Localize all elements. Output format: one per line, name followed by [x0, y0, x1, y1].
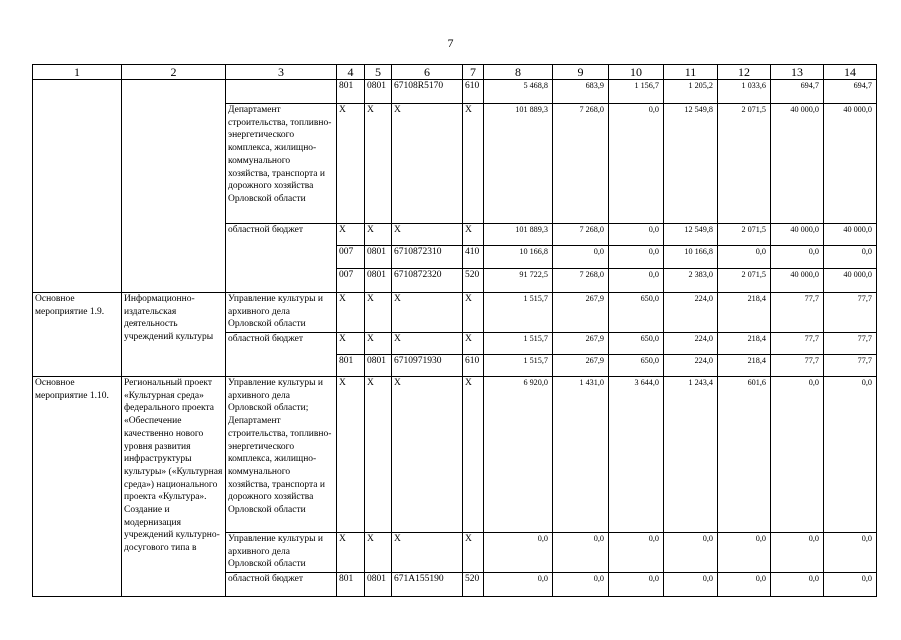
table-cell: X — [392, 104, 463, 224]
table-cell: X — [463, 293, 484, 333]
table-cell: 10 166,8 — [664, 246, 718, 269]
table-cell: X — [463, 377, 484, 533]
table-row — [33, 80, 877, 104]
header-cell: 13 — [771, 65, 824, 80]
table-cell: 694,7 — [771, 80, 824, 104]
table-cell: 0,0 — [553, 533, 609, 573]
table-cell: X — [463, 104, 484, 224]
table-cell: 0,0 — [771, 533, 824, 573]
responsible-cell: областной бюджет — [226, 333, 337, 377]
table-cell: 0,0 — [771, 246, 824, 269]
table-cell: X — [392, 293, 463, 333]
table-cell: 0,0 — [553, 246, 609, 269]
table-cell: X — [463, 533, 484, 573]
table-cell: 101 889,3 — [484, 224, 553, 246]
table-cell: 218,4 — [718, 355, 771, 377]
table-cell: 520 — [463, 269, 484, 293]
table-row — [33, 293, 877, 333]
table-cell: 0,0 — [553, 573, 609, 597]
table-cell: 77,7 — [771, 333, 824, 355]
header-cell: 8 — [484, 65, 553, 80]
table-cell: X — [337, 224, 365, 246]
table-cell: X — [365, 377, 392, 533]
table-cell: 40 000,0 — [771, 104, 824, 224]
measure-description-cell: Информационно-издательская деятельность учреждений культуры — [122, 293, 226, 377]
table-cell: 0801 — [365, 246, 392, 269]
header-cell: 2 — [122, 65, 226, 80]
table-cell: 1 515,7 — [484, 355, 553, 377]
table-cell: 10 166,8 — [484, 246, 553, 269]
table-cell: X — [337, 377, 365, 533]
measure-name-cell: Основное мероприятие 1.10. — [33, 377, 122, 597]
table-cell: 40 000,0 — [824, 104, 877, 224]
table-cell: 0,0 — [718, 533, 771, 573]
table-cell: X — [365, 104, 392, 224]
table-cell: 0,0 — [664, 573, 718, 597]
table-cell: 410 — [463, 246, 484, 269]
table-cell: 0,0 — [609, 573, 664, 597]
table-cell: 1 515,7 — [484, 333, 553, 355]
responsible-cell: Департамент строительства, топливно-энергетического комплекса, жилищно-коммунального хозяйства, транспорта и дорожного хозяйства Орловской области — [226, 104, 337, 224]
table-cell: 0,0 — [609, 104, 664, 224]
table-cell: 6710872320 — [392, 269, 463, 293]
table-cell: 0,0 — [609, 533, 664, 573]
table-cell: 694,7 — [824, 80, 877, 104]
cell-col2-empty — [122, 80, 226, 293]
table-cell: 77,7 — [771, 293, 824, 333]
table-cell: X — [337, 333, 365, 355]
table-cell: 0,0 — [484, 533, 553, 573]
table-cell: X — [365, 533, 392, 573]
measure-description-cell: Региональный проект «Культурная среда» федерального проекта «Обеспечение качественно нового уровня развития инфраструктуры культуры» («Культурная среда») национального проекта «Культура». Создание и модернизация учреждений культурно-досугового типа в — [122, 377, 226, 597]
table-cell: 6 920,0 — [484, 377, 553, 533]
table-cell: 3 644,0 — [609, 377, 664, 533]
header-cell: 4 — [337, 65, 365, 80]
header-cell: 6 — [392, 65, 463, 80]
table-cell: 7 268,0 — [553, 104, 609, 224]
table-cell: 77,7 — [824, 333, 877, 355]
cell-col3-empty — [226, 80, 337, 104]
table-cell: 801 — [337, 355, 365, 377]
table-cell: X — [463, 224, 484, 246]
table-cell: 7 268,0 — [553, 224, 609, 246]
table-cell: 40 000,0 — [771, 224, 824, 246]
table-cell: 0,0 — [824, 533, 877, 573]
header-cell: 7 — [463, 65, 484, 80]
table-cell: X — [365, 224, 392, 246]
table-cell: 40 000,0 — [771, 269, 824, 293]
table-cell: 267,9 — [553, 293, 609, 333]
table-cell: 0,0 — [718, 573, 771, 597]
table-cell: 1 431,0 — [553, 377, 609, 533]
table-cell: 610 — [463, 80, 484, 104]
table-cell: 0,0 — [609, 246, 664, 269]
table-cell: 007 — [337, 246, 365, 269]
table-cell: 0801 — [365, 269, 392, 293]
table-cell: 610 — [463, 355, 484, 377]
table-cell: 2 071,5 — [718, 104, 771, 224]
table-cell: 650,0 — [609, 333, 664, 355]
table-cell: 0,0 — [771, 377, 824, 533]
table-cell: 267,9 — [553, 355, 609, 377]
header-cell: 1 — [33, 65, 122, 80]
table-cell: 650,0 — [609, 293, 664, 333]
table-cell: 0,0 — [484, 573, 553, 597]
header-cell: 14 — [824, 65, 877, 80]
table-cell: 77,7 — [824, 355, 877, 377]
table-cell: 224,0 — [664, 293, 718, 333]
table-cell: 0,0 — [824, 573, 877, 597]
header-cell: 11 — [664, 65, 718, 80]
responsible-cell: Управление культуры и архивного дела Орловской области — [226, 533, 337, 573]
table-cell: 601,6 — [718, 377, 771, 533]
table-cell: 1 156,7 — [609, 80, 664, 104]
page-number: 7 — [447, 36, 454, 50]
table-cell: 0,0 — [609, 224, 664, 246]
table-cell: 0801 — [365, 573, 392, 597]
table-cell: 77,7 — [824, 293, 877, 333]
cell-col1-empty — [33, 80, 122, 293]
table-cell: X — [365, 333, 392, 355]
table-cell: 101 889,3 — [484, 104, 553, 224]
table-cell: 218,4 — [718, 333, 771, 355]
table-cell: 801 — [337, 80, 365, 104]
table-cell: 650,0 — [609, 355, 664, 377]
table-cell: 0801 — [365, 80, 392, 104]
table-cell: X — [463, 333, 484, 355]
table-cell: 2 071,5 — [718, 269, 771, 293]
measure-name-cell: Основное мероприятие 1.9. — [33, 293, 122, 377]
header-cell: 3 — [226, 65, 337, 80]
table-cell: 1 205,2 — [664, 80, 718, 104]
table-cell: X — [392, 224, 463, 246]
responsible-cell: Управление культуры и архивного дела Орловской области — [226, 293, 337, 333]
responsible-cell: Управление культуры и архивного дела Орловской области; Департамент строительства, топливно-энергетического комплекса, жилищно-коммунального хозяйства, транспорта и дорожного хозяйства Орловской области — [226, 377, 337, 533]
table-cell: 0,0 — [718, 246, 771, 269]
table-cell: X — [337, 104, 365, 224]
table-cell: 67108R5170 — [392, 80, 463, 104]
table-cell: 671A155190 — [392, 573, 463, 597]
table-cell: 77,7 — [771, 355, 824, 377]
table-cell: 007 — [337, 269, 365, 293]
table-cell: X — [337, 293, 365, 333]
table-cell: 520 — [463, 573, 484, 597]
table-cell: X — [392, 533, 463, 573]
table-cell: 683,9 — [553, 80, 609, 104]
table-cell: 801 — [337, 573, 365, 597]
table-cell: 1 243,4 — [664, 377, 718, 533]
table-cell: X — [365, 293, 392, 333]
responsible-cell: областной бюджет — [226, 573, 337, 597]
table-cell: 0,0 — [664, 533, 718, 573]
header-cell: 10 — [609, 65, 664, 80]
header-cell: 12 — [718, 65, 771, 80]
table-cell: 267,9 — [553, 333, 609, 355]
table-cell: 224,0 — [664, 333, 718, 355]
table-cell: 0,0 — [824, 377, 877, 533]
table-cell: 91 722,5 — [484, 269, 553, 293]
table-cell: 0801 — [365, 355, 392, 377]
table-cell: 40 000,0 — [824, 224, 877, 246]
table-cell: 12 549,8 — [664, 224, 718, 246]
table-cell: 224,0 — [664, 355, 718, 377]
table-cell: 6710872310 — [392, 246, 463, 269]
header-cell: 9 — [553, 65, 609, 80]
table-cell: 7 268,0 — [553, 269, 609, 293]
table-cell: 0,0 — [609, 269, 664, 293]
table-cell: 218,4 — [718, 293, 771, 333]
header-cell: 5 — [365, 65, 392, 80]
table-cell: 1 515,7 — [484, 293, 553, 333]
table-cell: 0,0 — [824, 246, 877, 269]
table-cell: 2 383,0 — [664, 269, 718, 293]
budget-table — [32, 64, 877, 597]
table-cell: 1 033,6 — [718, 80, 771, 104]
table-cell: 5 468,8 — [484, 80, 553, 104]
header-row — [33, 65, 877, 80]
table-cell: 0,0 — [771, 573, 824, 597]
table-row — [33, 377, 877, 533]
table-cell: 6710971930 — [392, 355, 463, 377]
table-cell: 40 000,0 — [824, 269, 877, 293]
table-cell: X — [337, 533, 365, 573]
table-cell: X — [392, 333, 463, 355]
table-cell: 2 071,5 — [718, 224, 771, 246]
responsible-cell: областной бюджет — [226, 224, 337, 293]
table-cell: X — [392, 377, 463, 533]
table-cell: 12 549,8 — [664, 104, 718, 224]
